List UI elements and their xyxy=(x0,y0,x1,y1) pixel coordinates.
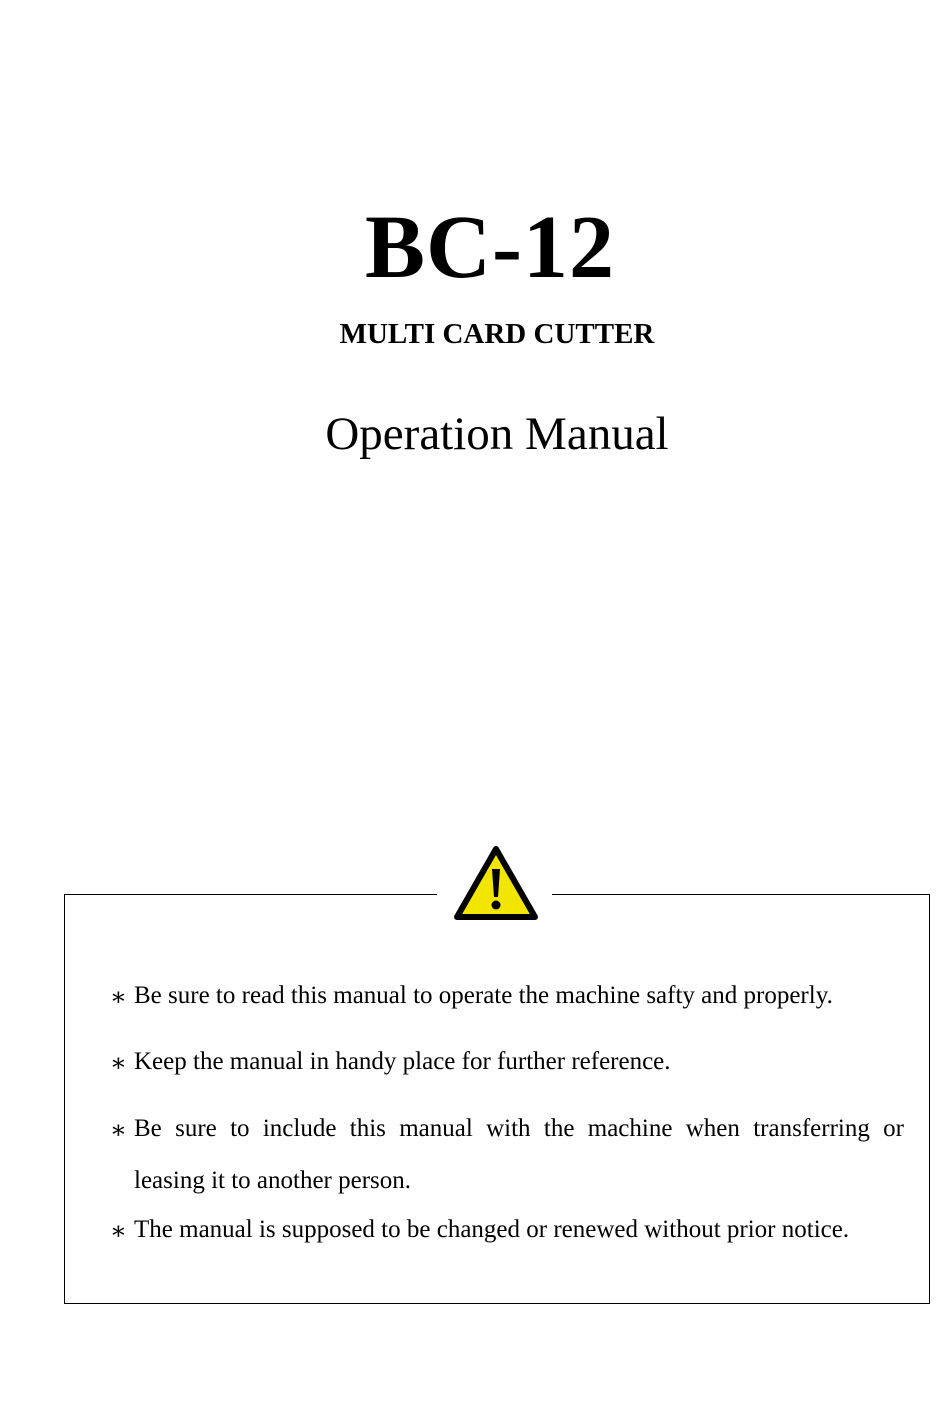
manual-title: Operation Manual xyxy=(325,408,669,460)
notice-item-keep-manual: Keep the manual in handy place for further reference. xyxy=(134,1048,671,1075)
bullet-asterisk: ∗ xyxy=(110,1218,127,1245)
product-subtitle: MULTI CARD CUTTER xyxy=(339,318,655,350)
notice-item-include-manual-continued: leasing it to another person. xyxy=(134,1167,412,1194)
bullet-asterisk: ∗ xyxy=(110,984,127,1011)
notice-item-read-manual: Be sure to read this manual to operate the machine safty and properly. xyxy=(134,982,833,1009)
model-title: BC-12 xyxy=(365,198,615,297)
warning-icon xyxy=(453,845,539,923)
bullet-asterisk: ∗ xyxy=(110,1117,127,1144)
notice-item-include-manual: Be sure to include this manual with the machine when transferring or xyxy=(134,1115,904,1142)
bullet-asterisk: ∗ xyxy=(110,1050,127,1077)
notice-item-changes: The manual is supposed to be changed or renewed without prior notice. xyxy=(134,1216,850,1243)
